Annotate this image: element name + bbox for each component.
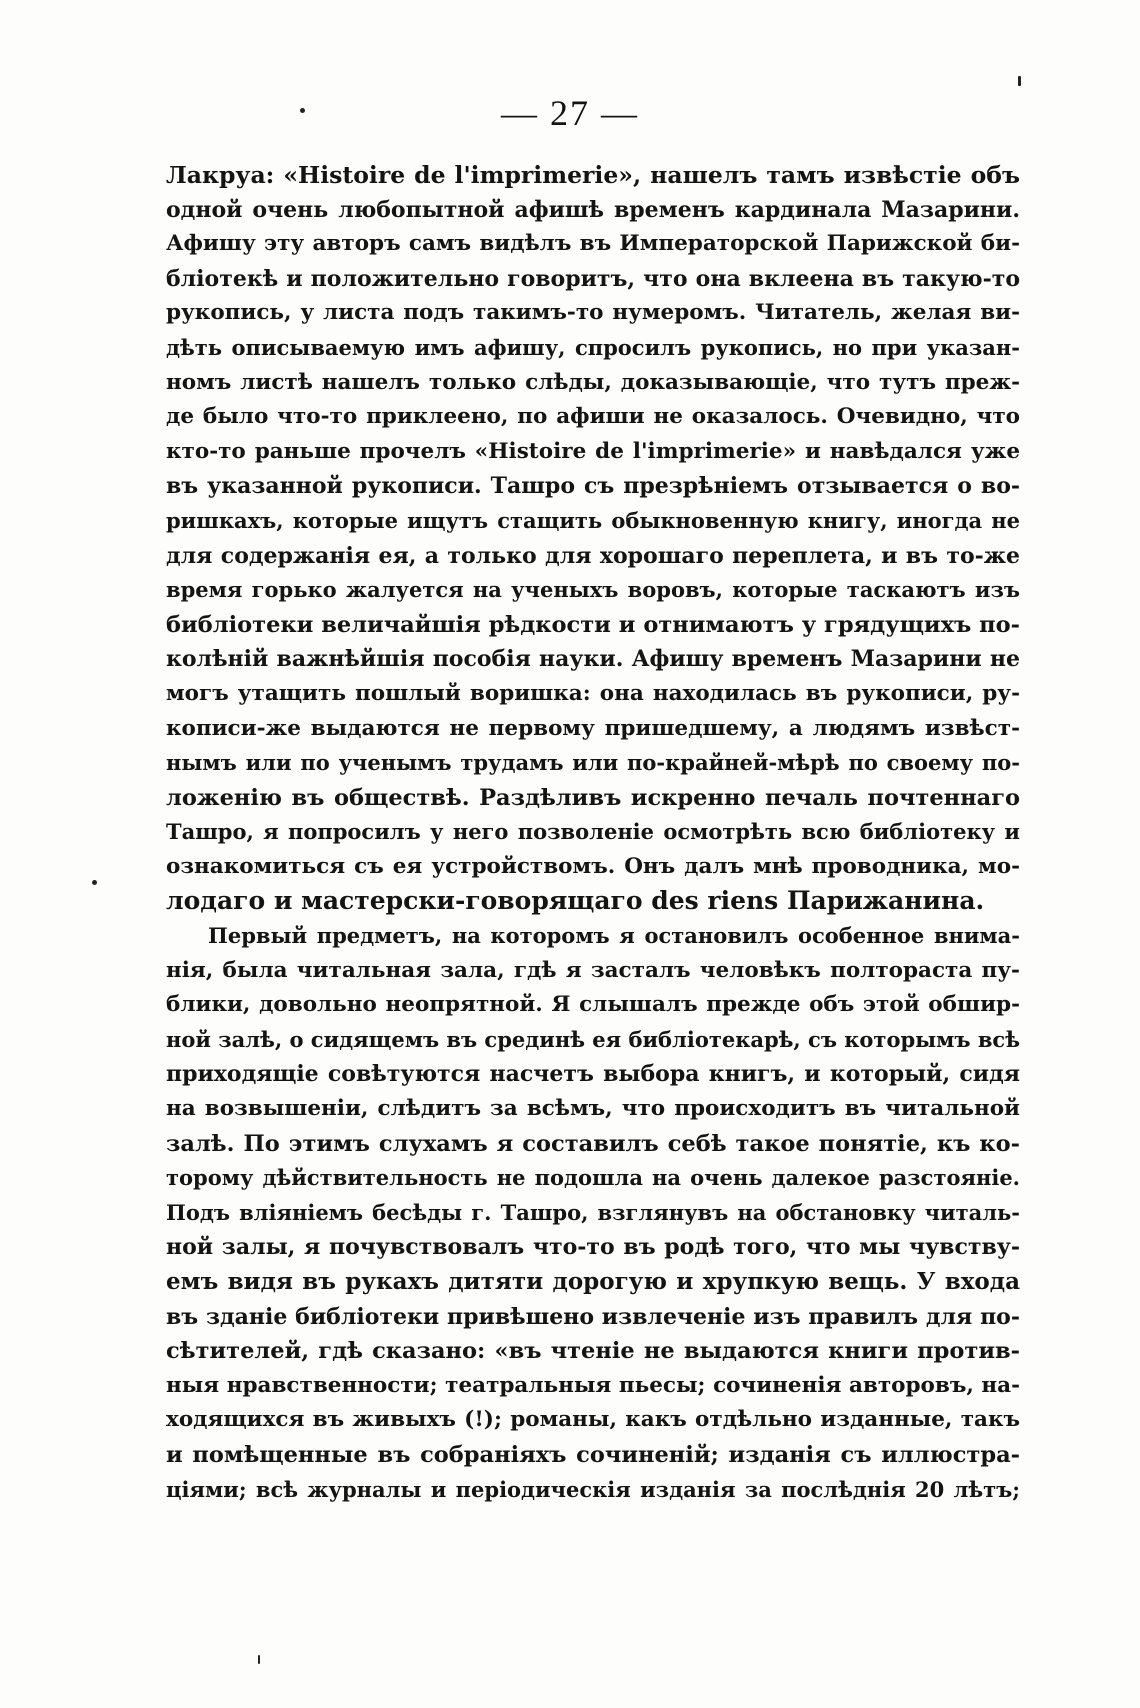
text-line: Подъ вліяніемъ бесѣды г. Ташро, взглянувъ на обстановку читаль- <box>166 1199 1020 1225</box>
text-line: номъ листѣ нашелъ только слѣды, доказывающіе, что тутъ преж- <box>166 369 1020 395</box>
paragraph-2 <box>166 919 1020 1507</box>
text-line: рукопись, у листа подъ такимъ-то нумеромъ. Читатель, желая ви- <box>166 300 1020 326</box>
scan-speck <box>300 108 305 113</box>
text-line: блики, довольно неопрятной. Я слышалъ прежде объ этой обшир- <box>166 992 1020 1018</box>
text-line: Лакруа: «Histoire de l'imprimerie», нашелъ тамъ извѣстіе объ <box>166 161 1020 189</box>
text-line: ной залы, я почувствовалъ что-то въ родѣ того, что мы чувству- <box>166 1234 1020 1261</box>
paragraph-1 <box>166 158 1020 919</box>
text-line: лодаго и мастерски-говорящаго des riens Парижанина. <box>166 886 985 916</box>
text-line: ходящихся въ живыхъ (!); романы, какъ отдѣльно изданные, такъ <box>166 1407 1020 1433</box>
text-line: ришкахъ, которые ищутъ стащить обыкновенную книгу, иногда не <box>166 507 1020 533</box>
text-line: кописи-же выдаются не первому пришедшему, а людямъ извѣст- <box>166 715 1020 741</box>
text-line: и помѣщенные въ собраніяхъ сочиненій; изданія съ иллюстра- <box>166 1441 1020 1468</box>
page-number: — 27 — <box>501 93 639 133</box>
text-line: время горько жалуется на ученыхъ воровъ, которые таскаютъ изъ <box>166 577 1020 603</box>
text-line: Первый предметъ, на которомъ я остановилъ особенное внима- <box>208 923 1020 949</box>
text-line: сѣтителей, гдѣ сказано: «въ чтеніе не выдаются книги против- <box>166 1338 1020 1365</box>
text-line: колѣній важнѣйшія пособія науки. Афишу временъ Мазарини не <box>166 646 1020 673</box>
text-line: ознакомиться съ ея устройствомъ. Онъ далъ мнѣ проводника, мо- <box>166 853 1020 879</box>
text-line: въ зданіе библіотеки привѣшено извлеченіе изъ правилъ для по- <box>166 1303 1020 1330</box>
text-line: приходящіе совѣтуются насчетъ выбора книгъ, и который, сидя <box>166 1061 1020 1088</box>
text-line: на возвышеніи, слѣдитъ за всѣмъ, что происходитъ въ читальной <box>166 1096 1020 1122</box>
text-line: Ташро, я попросилъ у него позволеніе осмотрѣть всю библіотеку и <box>166 819 1020 845</box>
text-line: одной очень любопытной афишѣ временъ кардинала Мазарини. <box>166 196 1020 223</box>
text-line: для содержанія ея, а только для хорошаго переплета, и въ то-же <box>166 542 1020 569</box>
text-line: ложенію въ обществѣ. Раздѣливъ искренно печаль почтеннаго <box>166 784 1020 811</box>
scan-speck <box>92 880 97 885</box>
text-line: ціями; всѣ журналы и періодическія изданія за послѣднія 20 лѣтъ; <box>166 1476 1020 1502</box>
text-line: нымъ или по ученымъ трудамъ или по-крайней-мѣрѣ по своему по- <box>166 750 1020 776</box>
text-line: ныя нравственности; театральныя пьесы; сочиненія авторовъ, на- <box>166 1372 1020 1398</box>
text-line: залѣ. По этимъ слухамъ я составилъ себѣ такое понятіе, къ ко- <box>166 1130 1020 1157</box>
text-line: нія, была читальная зала, гдѣ я засталъ человѣкъ полтораста пу- <box>166 957 1020 983</box>
body-text <box>166 158 1020 1507</box>
text-line: библіотеки величайшія рѣдкости и отнимаютъ у грядущихъ по- <box>166 611 1020 638</box>
text-line: бліотекѣ и положительно говоритъ, что она вклеена въ такую-то <box>166 265 1020 292</box>
text-line: могъ утащить пошлый воришка: она находилась въ рукописи, ру- <box>166 680 1020 706</box>
scan-speck <box>258 1655 260 1664</box>
text-line: дѣть описываемую имъ афишу, спросилъ рукопись, но при указан- <box>166 334 1020 360</box>
text-line: де было что-то приклеено, по афиши не оказалось. Очевидно, что <box>166 404 1020 430</box>
text-line: кто-то раньше прочелъ «Histoire de l'imprimerie» и навѣдался уже <box>166 438 1020 464</box>
text-line: емъ видя въ рукахъ дитяти дорогую и хрупкую вещь. У входа <box>166 1268 1020 1295</box>
text-line: въ указанной рукописи. Ташро съ презрѣніемъ отзывается о во- <box>166 473 1020 500</box>
text-line: ной залѣ, о сидящемъ въ срединѣ ея библіотекарѣ, съ которымъ всѣ <box>166 1026 1020 1052</box>
scan-speck <box>1018 76 1021 86</box>
text-line: торому дѣйствительность не подошла на очень далекое разстояніе. <box>166 1165 1020 1191</box>
text-line: Афишу эту авторъ самъ видѣлъ въ Императорской Парижской би- <box>166 231 1020 257</box>
